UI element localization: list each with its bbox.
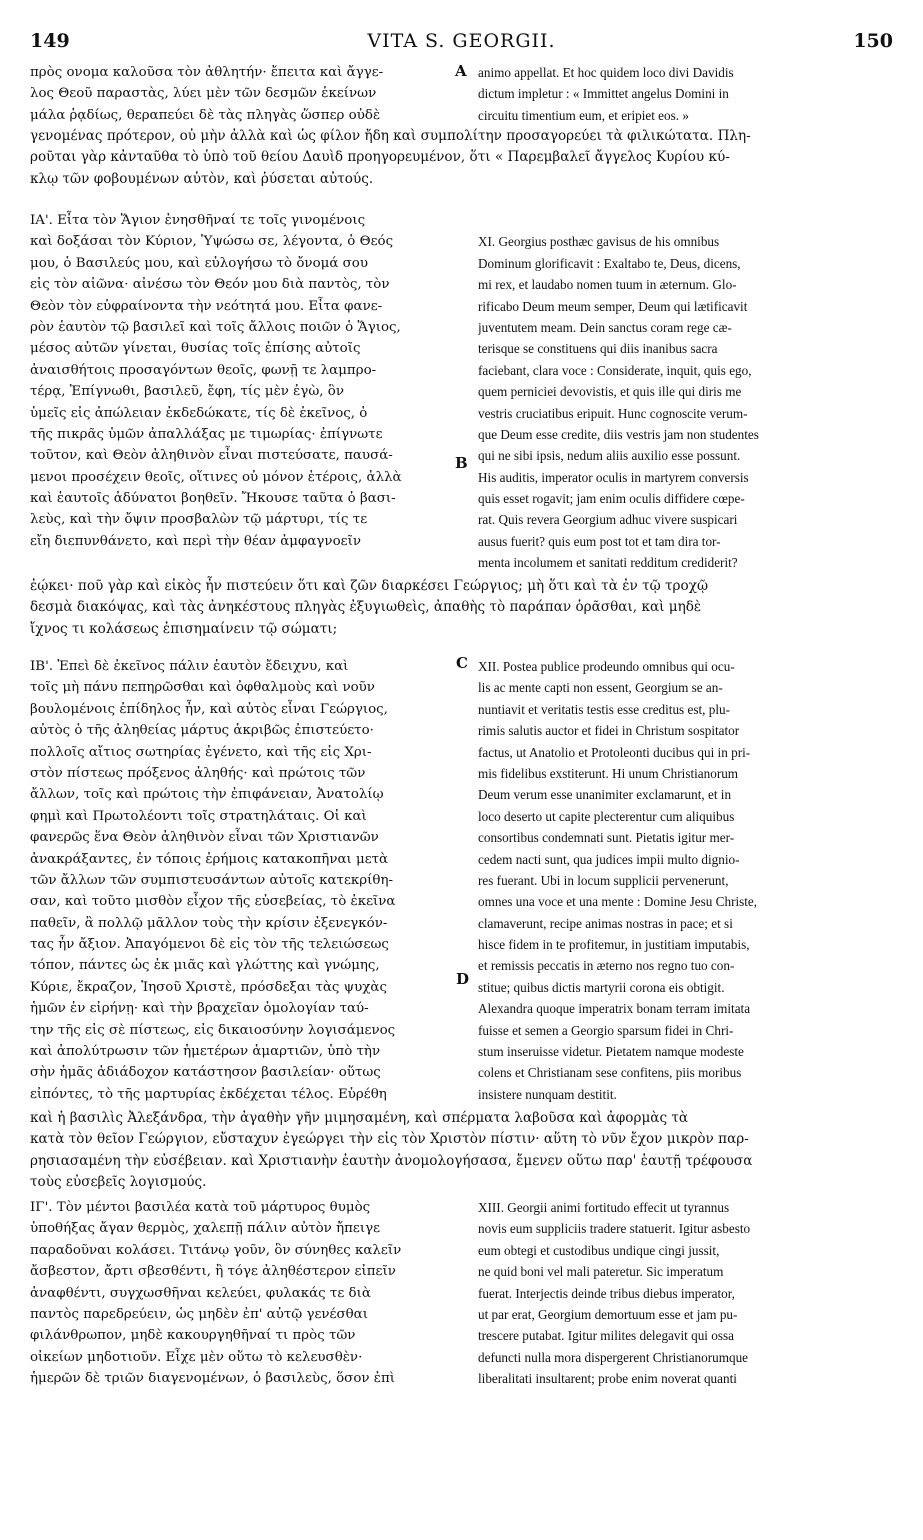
text-line: τοὺς εὐσεβεῖς λογισμούς.: [30, 1174, 207, 1191]
text-line: τοῖς μὴ πάνυ πεπηρῶσθαι καὶ ὀφθαλμοὺς καὶ νοῦν: [30, 680, 375, 696]
text-line: animo appellat. Et hoc quidem loco divi Davidis: [478, 65, 734, 80]
text-line: την τῆς εἰς σὲ πίστεως, εἰς δικαιοσύνην λογισάμενος: [30, 1022, 396, 1038]
text-line: λεὺς, καὶ τὴν ὄψιν προσβαλὼν τῷ μάρτυρι, τίς τε: [30, 512, 368, 528]
text-line: ἡμερῶν δὲ τριῶν διαγενομένων, ὁ βασιλεὺς, ὅσον ἐπὶ: [30, 1371, 396, 1387]
greek-fullwidth-1: [30, 126, 890, 190]
text-line: rificabo Deum meum semper, Deum qui lætificavit: [478, 298, 748, 314]
text-line: ὑμεῖς εἰς ἀπώλειαν ἐκδεδώκατε, τίς δὲ ἐκεῖνος, ὁ: [30, 405, 368, 421]
page-number-left: 149: [30, 30, 70, 52]
running-title: VITA S. GEORGII.: [367, 30, 556, 52]
text-line: XIII. Georgii animi fortitudo effecit ut tyrannus: [478, 1200, 730, 1215]
text-line: loco deserto ut capite plecterentur cum aliquibus: [478, 808, 735, 824]
text-line: καὶ δοξάσαι τὸν Κύριον, Ὑψώσω σε, λέγοντα, ὁ Θεός: [30, 234, 394, 250]
margin-marker-c: C: [456, 654, 468, 672]
text-line: πρὸς ονομα καλοῦσα τὸν ἀθλητήν· ἔπειτα καὶ ἄγγε-: [30, 65, 384, 80]
margin-marker-b: B: [455, 454, 468, 472]
text-line: omnes una voce et una mente : Domine Jesu Christe,: [478, 894, 758, 910]
text-line: consortibus condemnati sunt. Pietatis igitur mer-: [478, 830, 735, 846]
text-line: καὶ ἡ βασιλὶς Ἀλεξάνδρα, τὴν ἀγαθὴν γῆν μιμησαμένη, καὶ σπέρματα λαβοῦσα καὶ ἀφορμὰς τὰ: [30, 1110, 689, 1126]
text-line: εἰπόντες, τὸ τῆς μαρτυρίας ἐκδέχεται τέλος. Εὑρέθη: [30, 1086, 387, 1102]
greek-column-3: [30, 656, 450, 1105]
text-line: Θεὸν τὸν εὐφραίνοντα τὴν νεότητά μου. Εἶτα φανε-: [30, 298, 383, 314]
text-line: [478, 210, 888, 231]
text-line: ΙΒ'. Ἐπεὶ δὲ ἐκεῖνος πάλιν ἑαυτὸν ἔδειχνυ, καὶ: [30, 659, 349, 674]
text-line: juventutem meam. Dein sanctus coram rege cæ-: [478, 319, 732, 335]
greek-fullwidth-3: [30, 1108, 890, 1194]
text-line: σὴν ἡμᾶς ἀδιάδοχον κατάστησον βασιλείαν· οὕτως: [30, 1065, 381, 1081]
text-line: colens et Christianam sese confitens, piis moribus: [478, 1065, 742, 1081]
text-line: fuerat. Interjectis deinde tribus diebus imperator,: [478, 1285, 735, 1301]
text-line: cedem nacti sunt, qua judices impii multo dignio-: [478, 851, 740, 867]
text-line: φημὶ καὶ Πρωτολέοντι τοῖς στρατηλάταις. Οἱ καὶ: [30, 808, 367, 824]
text-line: μου, ὁ Βασιλεύς μου, καὶ εὐλογήσω τὸ ὄνομά σου: [30, 255, 368, 271]
page-number-right: 150: [853, 30, 893, 52]
text-line: lis ac mente capti non essent, Georgium se an-: [478, 680, 723, 696]
text-line: ρησιασαμένη τὴν εὐσέβειαν. καὶ Χριστιανὴν ἑαυτὴν ἀνομολογήσασα, ἔμενεν οὕτω παρ' ἑαυτῇ τρέφουσα: [30, 1152, 753, 1169]
text-line: βουλομένοις ἐπίδηλος ἦν, καὶ αὐτὸς εἶναι Γεώργιος,: [30, 701, 388, 717]
greek-column-1: [30, 62, 450, 126]
text-line: novis eum suppliciis tradere statuerit. Igitur asbesto: [478, 1221, 751, 1237]
text-line: faciebant, clara voce : Considerate, inquit, quis ego,: [478, 362, 752, 378]
text-line: ἄσβεστον, ἄρτι σβεσθέντι, ἢ τόγε ἀληθέστερον εἰπεῖν: [30, 1264, 396, 1280]
text-line: Κύριε, ἔκραζον, Ἰησοῦ Χριστὲ, πρόσδεξαι τὰς ψυχὰς: [30, 979, 387, 995]
text-line: αὐτὸς ὁ τῆς ἀληθείας μάρτυς ἀκριβῶς ἐπιστεύετο·: [30, 723, 374, 739]
latin-column-1: [478, 62, 888, 126]
text-line: φανερῶς ἕνα Θεὸν ἀληθινὸν εἶναι τῶν Χριστιανῶν: [30, 830, 379, 846]
margin-marker-d: D: [456, 970, 470, 988]
text-line: menta incolumem et sanitati redditum crediderit?: [478, 555, 738, 571]
text-line: trescere putabat. Igitur milites delegavit qui ossa: [478, 1328, 734, 1344]
text-line: ὑποθήξας ἄγαν θερμὸς, χαλεπῇ πάλιν αὐτὸν ἤπειγε: [30, 1221, 381, 1237]
text-line: κατὰ τὸν θεῖον Γεώργιον, εὔσταχυν ἐγεώργει τὴν εἰς τὸν Χριστὸν πίστιν· αὕτη τὸ νῦν ἔχον μικρὸν παρ-: [30, 1131, 749, 1148]
text-line: circuitu timentium eum, et eripiet eos. »: [478, 107, 689, 123]
text-line: κλῳ τῶν φοβουμένων αὐτὸν, καὶ ῥύσεται αὐτούς.: [30, 170, 374, 187]
text-line: defuncti nulla mora dispergerent Christianorumque: [478, 1349, 749, 1365]
text-line: εἰς τὸν αἰῶνα· αἰνέσω τὸν Θεόν μου διὰ παντὸς, τὸν: [30, 277, 390, 293]
text-line: δεσμὰ διακόψας, καὶ τὰς ἀνηκέστους πληγὰς ἐξυγιωθεὶς, ἀπαθὴς τὸ παράπαν ὁρᾶσθαι, καὶ μηδὲ: [30, 599, 702, 616]
text-line: παραδοῦναι κολάσει. Τιτάνῳ γοῦν, ὃν σύνηθες καλεῖν: [30, 1242, 402, 1258]
text-line: τῆς πικρᾶς ὑμῶν ἀπαλλάξας με τιμωρίας· ἐπίγνωτε: [30, 426, 383, 442]
text-line: φιλάνθρωπον, μηδὲ κακουργηθῆναί τι πρὸς τῶν: [30, 1328, 356, 1344]
text-line: μέσος αὐτῶν γίνεται, θυσίας τοῖς ἐπίσης αὐτοῖς: [30, 341, 361, 357]
text-line: ρὸν ἑαυτὸν τῷ βασιλεῖ καὶ τοῖς ἄλλοις ποιῶν ὁ Ἅγιος,: [30, 319, 401, 335]
text-line: σαν, καὶ τοῦτο μισθὸν εἶχον τῆς εὐσεβείας, τὸ ἐκεῖνα: [30, 894, 396, 910]
text-line: insistere nunquam destitit.: [478, 1086, 617, 1102]
text-line: στὸν πίστεως πρόξενος ἀληθής· καὶ πρώτοις τῶν: [30, 765, 366, 781]
text-line: ne quid boni vel mali pateretur. Sic imperatum: [478, 1264, 724, 1280]
text-line: hisce fidem in te profitemur, in justitiam imputabis,: [478, 937, 750, 953]
text-line: rat. Quis revera Georgium adhuc vivere suspicari: [478, 512, 738, 528]
text-line: τόπον, πάντες ὡς ἐκ μιᾶς καὶ γλώττης καὶ γνώμης,: [30, 958, 380, 974]
greek-column-4: [30, 1197, 450, 1390]
text-line: τοῦτον, καὶ Θεὸν ἀληθινὸν εἶναι πιστεύσατε, παυσά-: [30, 448, 393, 464]
text-line: res fuerant. Ubi in locum supplicii pervenerunt,: [478, 872, 729, 888]
text-line: γενομένας πρότερον, οὐ μὴν ἀλλὰ καὶ ὡς φίλον ἤδη καὶ συμπολίτην προσαγορεύει τὰ φιλικώτατα. Πλη-: [30, 128, 751, 144]
text-line: ἐῴκει· ποῦ γὰρ καὶ εἰκὸς ἦν πιστεύειν ὅτι καὶ ζῶν διαρκέσει Γεώργιος; μὴ ὅτι καὶ τὰ ἐν τῷ τροχῷ: [30, 578, 709, 594]
text-line: nuntiavit et veritatis testis esse creditus est, plu-: [478, 701, 730, 717]
text-line: Dominum glorificavit : Exaltabo te, Deus, dicens,: [478, 255, 741, 271]
page-header: [30, 30, 893, 56]
text-line: His auditis, imperator oculis in martyrem conversis: [478, 469, 749, 485]
text-line: quis esset rogavit; jam enim oculis diffidere cœpe-: [478, 491, 745, 507]
margin-marker-a: A: [455, 62, 467, 80]
text-line: XI. Georgius posthæc gavisus de his omnibus: [478, 234, 720, 250]
text-line: liberalitati insultarent; probe enim noverat quanti: [478, 1371, 737, 1387]
text-line: πολλοῖς αἴτιος σωτηρίας ἐγένετο, καὶ τῆς εἰς Χρι-: [30, 744, 372, 760]
text-line: καὶ ἑαυτοῖς ἀδύνατοι βοηθεῖν. Ἤκουσε ταῦτα ὁ βασι-: [30, 491, 396, 507]
text-line: τέρᾳ, Ἐπίγνωθι, βασιλεῦ, ἔφη, τίς μὲν ἐγὼ, ὃν: [30, 384, 345, 400]
text-line: τας ἦν ἄξιον. Ἀπαγόμενοι δὲ εἰς τὸν τῆς τελειώσεως: [30, 937, 389, 953]
text-line: quem perniciei devovistis, et quis ille qui diris me: [478, 384, 742, 400]
text-line: ἴχνος τι κολάσεως ἐπισημαίνειν τῷ σώματι;: [30, 620, 338, 637]
text-line: rimis salutis auctor et fidei in Christum sospitator: [478, 723, 740, 739]
text-line: ut par erat, Georgium demortuum esse et jam pu-: [478, 1306, 738, 1322]
latin-column-2: [478, 210, 888, 574]
text-line: XII. Postea publice prodeundo omnibus qui ocu-: [478, 659, 735, 674]
text-line: ΙΓ'. Τὸν μέντοι βασιλέα κατὰ τοῦ μάρτυρος θυμὸς: [30, 1200, 371, 1215]
text-line: λος Θεοῦ παραστὰς, λύει μὲν τῶν δεσμῶν ἐκείνων: [30, 86, 377, 102]
text-line: οἰκείων μηδοτιοῦν. Εἶχε μὲν οὕτω τὸ κελευσθὲν·: [30, 1349, 363, 1365]
text-line: que Deum esse credite, diis vestris jam non studentes: [478, 426, 759, 442]
text-line: μάλα ῥᾳδίως, θεραπεύει δὲ τὰς πληγὰς ὥσπερ οὐδὲ: [30, 107, 381, 123]
text-line: stitue; quibus dictis martyrii corona eis obtigit.: [478, 979, 725, 995]
text-line: Alexandra quoque imperatrix bonam terram imitata: [478, 1001, 751, 1017]
text-line: ΙΑ'. Εἶτα τὸν Ἅγιον ἐνησθῆναί τε τοῖς γινομένοις: [30, 213, 366, 228]
text-line: ἡμῶν ἐν εἰρήνῃ· καὶ τὴν βραχεῖαν ὁμολογίαν ταύ-: [30, 1001, 369, 1017]
text-line: terisque se constituens qui diis inanibus sacra: [478, 341, 718, 357]
text-line: clamaverunt, recipe animas nostras in pace; et si: [478, 915, 733, 931]
text-line: Deum verum esse unanimiter exclamarunt, et in: [478, 787, 732, 803]
text-line: μενοι προσέχειν θεοῖς, οἵτινες οὐ μόνον ἑτέροις, ἀλλὰ: [30, 469, 402, 485]
text-line: fuisse et semen a Georgio sparsum fidei in Chri-: [478, 1022, 734, 1038]
text-line: ἀναφθέντι, συγχωσθῆναι κελεύει, φυλακάς τε διὰ: [30, 1285, 371, 1301]
text-line: vestris cruciatibus eripuit. Hunc cognoscite verum-: [478, 405, 748, 421]
text-line: ἀναισθήτοις προσαγόντων θεοῖς, φωνῇ τε λαμπρο-: [30, 362, 377, 378]
text-line: ἄλλων, τοῖς καὶ πρώτοις τὴν ἐπιφάνειαν, Ἀνατολίῳ: [30, 787, 384, 803]
text-line: ροῦται γὰρ κἀνταῦθα τὸ ὑπὸ τοῦ θείου Δαυὶδ προηγορευμένον, ὅτι « Παρεμβαλεῖ ἄγγελος Κυρίου κύ-: [30, 149, 730, 166]
text-line: factus, ut Anatolio et Protoleonti ducibus qui in pri-: [478, 744, 751, 760]
text-line: ausus fuerit? quis eum post tot et tam dira tor-: [478, 533, 721, 549]
text-line: καὶ ἀπολύτρωσιν τῶν ἡμετέρων ἁμαρτιῶν, ὑπὸ τὴν: [30, 1044, 381, 1060]
text-line: eum obtegi et custodibus undique cingi jussit,: [478, 1242, 720, 1258]
text-line: παθεῖν, ἃ πολλῷ μᾶλλον τοὺς τὴν κρίσιν ἐξενεγκόν-: [30, 915, 388, 931]
text-line: παντὸς παρεδρεύειν, ὡς μηδὲν ἐπ' αὐτῷ γενέσθαι: [30, 1306, 368, 1322]
text-line: stum inseruisse videtur. Pietatem namque modeste: [478, 1044, 744, 1060]
text-line: εἴη διεπυνθάνετο, καὶ περὶ τὴν θέαν ἀμφαγνοεῖν: [30, 533, 361, 549]
text-line: qui ne sibi ipsis, nedum aliis auxilio esse possunt.: [478, 448, 741, 464]
latin-column-3: [478, 656, 888, 1105]
text-line: et remissis peccatis in æterno nos regno tuo con-: [478, 958, 735, 974]
text-line: mis fidelibus exstiterunt. Hi unum Christianorum: [478, 765, 739, 781]
greek-fullwidth-2: [30, 576, 890, 640]
text-line: τῶν ἄλλων τῶν συμπιστευσάντων αὐτοῖς κατεκρίθη-: [30, 872, 394, 888]
latin-column-4: [478, 1197, 888, 1390]
text-line: ἀνακράξαντες, ἐν τόποις ἐρήμοις κατακοπῆναι μετὰ: [30, 851, 389, 867]
text-line: mi rex, et laudabo nomen tuum in æternum. Glo-: [478, 277, 737, 293]
greek-column-2: [30, 210, 450, 552]
text-line: dictum impletur : « Immittet angelus Domini in: [478, 86, 729, 102]
